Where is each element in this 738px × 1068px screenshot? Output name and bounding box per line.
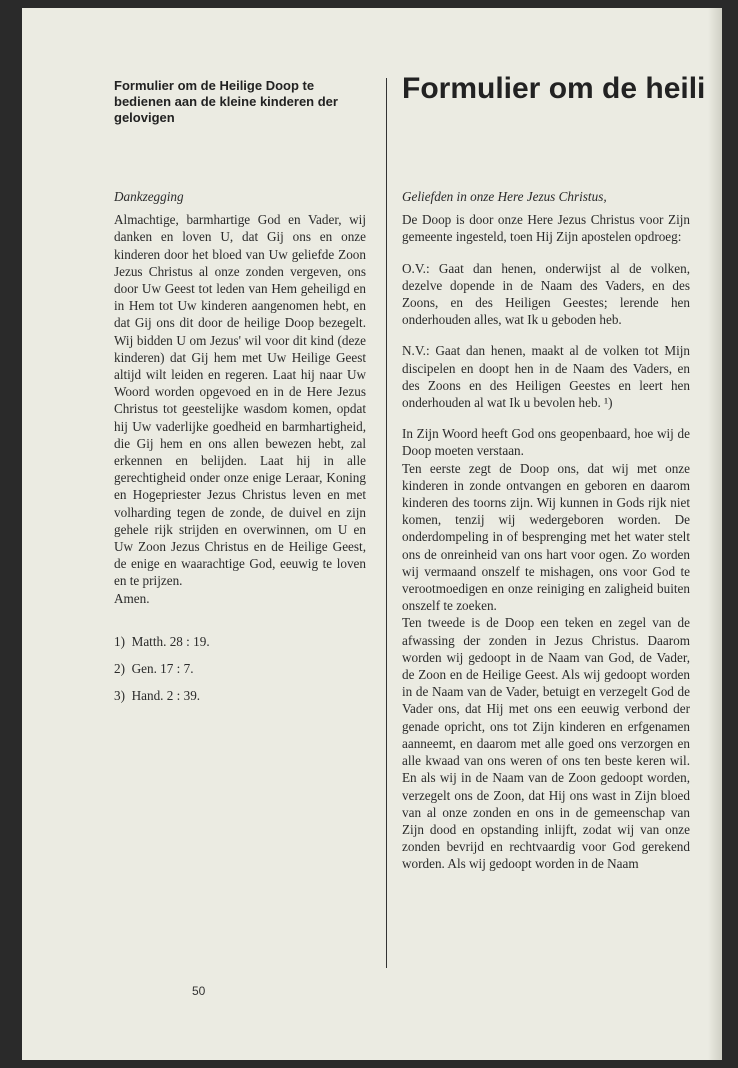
footnotes (114, 633, 366, 705)
left-page-header: Formulier om de Heilige Doop te bedienen aan de kleine kinderen der gelovigen (114, 78, 338, 125)
intro-paragraph: De Doop is door onze Here Jezus Christus voor Zijn gemeente ingesteld, toen Hij Zijn apostelen opdroeg: (402, 212, 690, 245)
amen-text: Amen. (114, 590, 150, 606)
page-edge-shadow (708, 8, 722, 1060)
nv-quote: N.V.: Gaat dan henen, maakt al de volken tot Mijn discipelen en doopt hen in de Naam des Vaders, en des Zoons en des Heiligen Geestes en leert hen onderhouden al wat Ik u bevolen heb. ¹) (402, 343, 690, 411)
ov-quote: O.V.: Gaat dan henen, onderwijst al de volken, dezelve dopende in de Naam des Vaders, en des Zoons, en des Heiligen Geestes; lerende hen onderhouden alles, wat Ik u geboden heb. (402, 260, 690, 328)
paragraph-3: Ten tweede is de Doop een teken en zegel van de afwassing der zonden in Jezus Christus. Daarom worden wij gedoopt in de Naam van God, de Vader, de Zoon en de Heilige Geest. Als wij gedoopt worden in de Naam van de Vader, betuigt en verzegelt God de Vader ons, dat Hij met ons een eeuwig verbond der genade opricht, ons tot Zijn kinderen en erfgenamen aanneemt, en daarom met alle goed ons verzorgen en alle kwaad van ons weren of ons ten beste keren wil. En als wij in de Naam van de Zoon gedoopt worden, verzegelt ons de Zoon, dat Hij ons wast in Zijn bloed van al onze zonden en ons in de gemeenschap van Zijn dood en opstanding inlijft, zodat wij van onze zonden bevrijd en rechtvaardig voor God gerekend worden. Als wij gedoopt worden in de Naam (402, 615, 690, 872)
paragraph-1: In Zijn Woord heeft God ons geopenbaard, hoe wij de Doop moeten verstaan. (402, 426, 690, 459)
salutation: Geliefden in onze Here Jezus Christus, (402, 189, 607, 204)
footnote-3: 3) Hand. 2 : 39. (114, 688, 201, 704)
paragraph-2: Ten eerste zegt de Doop ons, dat wij met onze kinderen in zonde ontvangen en geboren en daarom kinderen des toorns zijn. Wij kunnen in Gods rijk niet komen, tenzij wij wedergeboren worden. De onderdompeling in of besprenging met het water stelt ons de onreinheid van ons hart voor ogen. Zo worden wij vermaand onszelf te mishagen, ons voor God te verootmoedigen en onze reiniging en zaligheid buiten onszelf te zoeken. (402, 460, 690, 614)
footnote-2: 2) Gen. 17 : 7. (114, 661, 194, 677)
prayer-text: Almachtige, barmhartige God en Vader, wij danken en loven U, dat Gij ons en onze kinderen door het bloed van Uw geliefde Zoon Jezus Christus al onze zonden vergeven, ons door Uw Geest tot leden van Hem geheiligd en in Hem tot Uw kinderen aangenomen hebt, en dat Gij ons dit door de heilige Doop bezegelt. Wij bidden U om Jezus' wil voor dit kind (deze kinderen) dat Gij hem met Uw Heilige Geest altijd wilt leiden en regeren. Laat hij naar Uw Woord worden opgevoed en in de Here Jezus Christus tot geestelijke wasdom komen, opdat hij Uw vaderlijke goedheid en barmhartigheid, die Gij hem en ons allen bewezen hebt, zal erkennen en belijden. Laat hij in alle gerechtigheid onder onze enige Leraar, Koning en Hogepriester Jezus Christus leven en met volharding tegen de zonde, de duivel en zijn gehele rijk strijden en overwinnen, om U en Uw Zoon Jezus Christus en de Heilige Geest, de enige en waarachtige God, eeuwig te loven en te prijzen. (114, 212, 366, 589)
right-column (402, 188, 690, 873)
column-divider (386, 78, 387, 968)
right-page-header: Formulier om de heili (402, 72, 706, 105)
book-page (22, 8, 722, 1060)
section-title: Dankzegging (114, 189, 184, 204)
left-column (114, 188, 366, 714)
footnote-1: 1) Matth. 28 : 19. (114, 633, 210, 649)
page-number: 50 (192, 984, 206, 998)
